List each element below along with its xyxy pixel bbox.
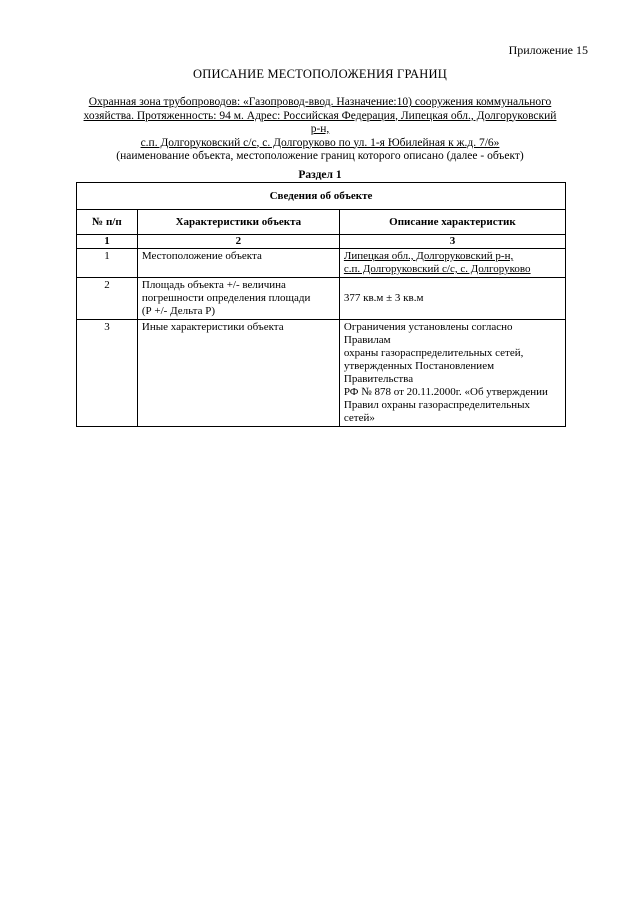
row-description xyxy=(339,278,565,320)
row-characteristic xyxy=(137,249,339,278)
object-caption: (наименование объекта, местоположение границ которого описано (далее - объект) xyxy=(116,150,524,162)
object-name-line: с.п. Долгоруковский с/с, с. Долгоруково по ул. 1-я Юбилейная к ж.д. 7/6» xyxy=(140,136,500,149)
column-header-number: № п/п xyxy=(77,210,138,235)
row-number: 3 xyxy=(77,320,138,427)
row-description xyxy=(339,249,565,278)
row-number: 2 xyxy=(77,278,138,320)
row-characteristic xyxy=(137,320,339,427)
object-info-table xyxy=(76,182,566,427)
cell-line: Правил охраны газораспределительных сетей» xyxy=(343,399,531,424)
cell-line: Липецкая обл., Долгоруковский р-н, xyxy=(343,250,514,262)
row-characteristic xyxy=(137,278,339,320)
cell-line: погрешности определения площади xyxy=(141,292,311,304)
object-description xyxy=(78,96,562,164)
column-number: 3 xyxy=(339,235,565,249)
document-title: ОПИСАНИЕ МЕСТОПОЛОЖЕНИЯ ГРАНИЦ xyxy=(193,67,447,81)
cell-line: охраны газораспределительных сетей, xyxy=(343,347,524,359)
column-header-characteristic: Характеристики объекта xyxy=(137,210,339,235)
cell-line: 377 кв.м ± 3 кв.м xyxy=(343,292,424,304)
appendix-label: Приложение 15 xyxy=(508,43,588,57)
cell-line: РФ № 878 от 20.11.2000г. «Об утверждении xyxy=(343,386,548,398)
table-caption: Сведения об объекте xyxy=(77,183,566,210)
cell-line: с.п. Долгоруковский с/с, с. Долгоруково xyxy=(343,263,531,275)
row-number: 1 xyxy=(77,249,138,278)
table-row xyxy=(77,249,566,278)
cell-line: утвержденных Постановлением Правительства xyxy=(343,360,495,385)
table-row xyxy=(77,320,566,427)
cell-line: Площадь объекта +/- величина xyxy=(141,279,286,291)
cell-line: Ограничения установлены согласно Правилам xyxy=(343,321,513,346)
column-number: 1 xyxy=(77,235,138,249)
section-label: Раздел 1 xyxy=(298,169,342,181)
column-number: 2 xyxy=(137,235,339,249)
object-name-line: хозяйства. Протяженность: 94 м. Адрес: Российская Федерация, Липецкая обл., Долгоруковский р-н, xyxy=(83,109,557,135)
cell-line: (Р +/- Дельта Р) xyxy=(141,305,216,317)
column-header-description: Описание характеристик xyxy=(339,210,565,235)
cell-line: Местоположение объекта xyxy=(141,250,262,262)
row-description xyxy=(339,320,565,427)
cell-line: Иные характеристики объекта xyxy=(141,321,284,333)
table-row xyxy=(77,278,566,320)
object-name-line: Охранная зона трубопроводов: «Газопровод-ввод. Назначение:10) сооружения коммунального xyxy=(88,96,552,108)
